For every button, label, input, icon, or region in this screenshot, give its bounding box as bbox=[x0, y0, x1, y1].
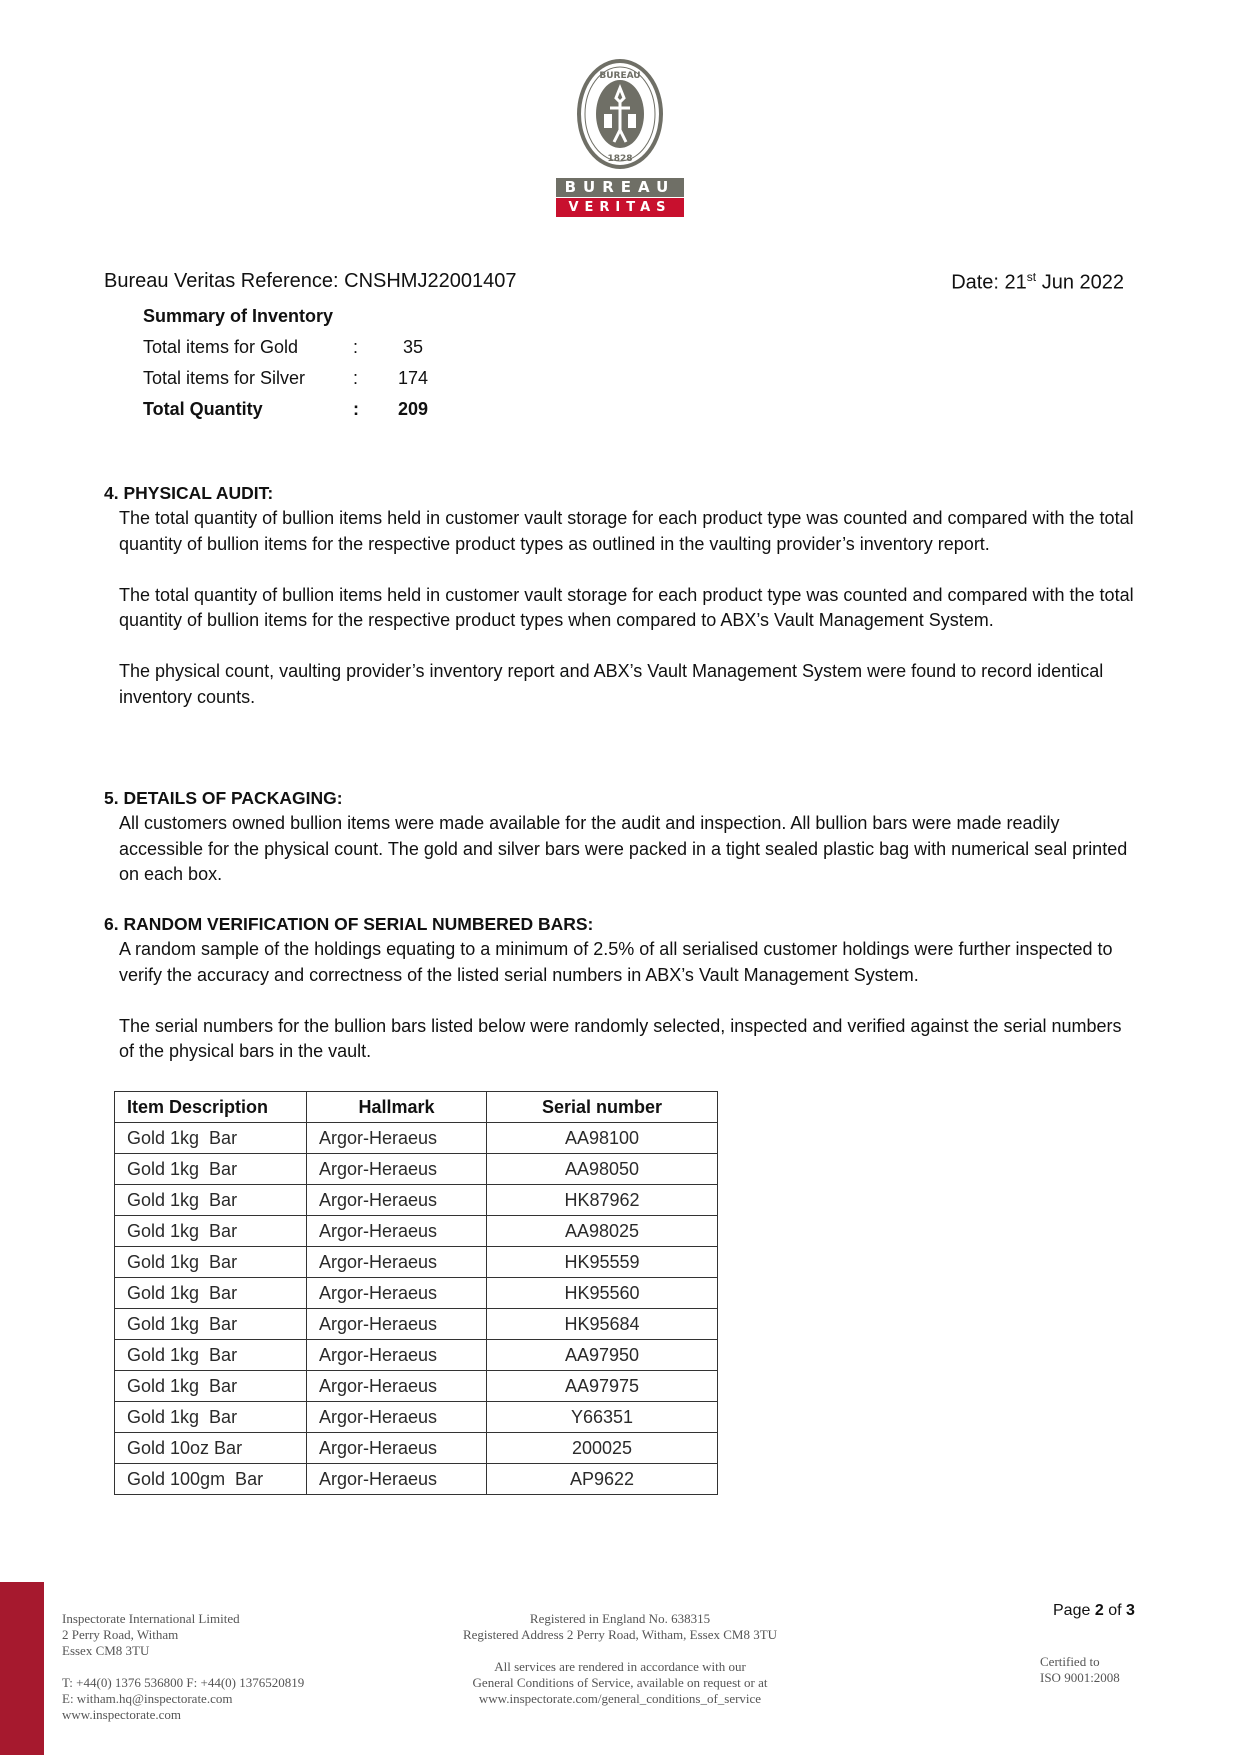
cell-hallmark: Argor-Heraeus bbox=[307, 1154, 487, 1185]
cell-serial-number: AA98050 bbox=[487, 1154, 718, 1185]
date-ordinal: st bbox=[1026, 270, 1037, 284]
section-packaging bbox=[104, 786, 1134, 913]
cell-item-description: Gold 10oz Bar bbox=[115, 1433, 307, 1464]
company-email: E: witham.hq@inspectorate.com bbox=[62, 1691, 233, 1706]
cell-hallmark: Argor-Heraeus bbox=[307, 1340, 487, 1371]
table-row bbox=[115, 1433, 718, 1464]
section-physical-audit bbox=[104, 481, 1134, 736]
cell-hallmark: Argor-Heraeus bbox=[307, 1185, 487, 1216]
cell-item-description: Gold 1kg Bar bbox=[115, 1371, 307, 1402]
section-paragraph: A random sample of the holdings equating to a minimum of 2.5% of all serialised customer holdings were further inspected to verify the accuracy and correctness of the listed serial numbers in ABX’s Vault Management System. bbox=[119, 939, 1113, 985]
footer-certification bbox=[1040, 1654, 1200, 1686]
section-paragraph: All customers owned bullion items were made available for the audit and inspection. All bullion bars were made readily accessible for the physical count. The gold and silver bars were packed in a tight sealed plastic bag with numerical seal printed on each box. bbox=[119, 813, 1128, 884]
summary-label: Total Quantity bbox=[143, 399, 263, 419]
table-row bbox=[115, 1185, 718, 1216]
table-header-row bbox=[115, 1092, 718, 1123]
section-heading: 4. PHYSICAL AUDIT: bbox=[104, 483, 274, 503]
cell-hallmark: Argor-Heraeus bbox=[307, 1216, 487, 1247]
summary-row-total bbox=[143, 394, 473, 425]
cell-serial-number: HK87962 bbox=[487, 1185, 718, 1216]
table-row bbox=[115, 1464, 718, 1495]
cell-item-description: Gold 1kg Bar bbox=[115, 1340, 307, 1371]
reference-number: Bureau Veritas Reference: CNSHMJ22001407 bbox=[104, 270, 517, 292]
svg-text:1828: 1828 bbox=[607, 154, 633, 164]
bureau-veritas-logo bbox=[556, 58, 684, 220]
cell-serial-number: HK95684 bbox=[487, 1309, 718, 1340]
section-heading: 5. DETAILS OF PACKAGING: bbox=[104, 788, 343, 808]
summary-label: Total items for Silver bbox=[143, 368, 306, 388]
section-paragraph: The physical count, vaulting provider’s inventory report and ABX’s Vault Management System were found to record identical inventory counts. bbox=[119, 661, 1104, 707]
section-random-verification bbox=[104, 912, 1134, 1090]
date-month-year: Jun 2022 bbox=[1036, 271, 1124, 294]
page-of: of bbox=[1108, 1602, 1122, 1619]
summary-row-gold bbox=[143, 332, 473, 363]
cell-serial-number: 200025 bbox=[487, 1433, 718, 1464]
cell-hallmark: Argor-Heraeus bbox=[307, 1402, 487, 1433]
header-serial-number: Serial number bbox=[487, 1092, 718, 1123]
page-total: 3 bbox=[1125, 1602, 1135, 1619]
table-row bbox=[115, 1402, 718, 1433]
bureau-veritas-seal-icon bbox=[576, 58, 664, 170]
cell-item-description: Gold 1kg Bar bbox=[115, 1123, 307, 1154]
table-row bbox=[115, 1278, 718, 1309]
summary-value: 209 bbox=[397, 399, 429, 419]
cell-hallmark: Argor-Heraeus bbox=[307, 1464, 487, 1495]
page-label: Page bbox=[1053, 1602, 1091, 1619]
section-paragraph: The serial numbers for the bullion bars listed below were randomly selected, inspected and verified against the serial numbers of the physical bars in the vault. bbox=[119, 1015, 1122, 1061]
page-current: 2 bbox=[1094, 1602, 1104, 1619]
header-hallmark: Hallmark bbox=[307, 1092, 487, 1123]
serial-number-table bbox=[114, 1091, 718, 1495]
cell-item-description: Gold 1kg Bar bbox=[115, 1185, 307, 1216]
services-link: www.inspectorate.com/general_conditions_of_service bbox=[478, 1691, 762, 1706]
table-row bbox=[115, 1154, 718, 1185]
cell-serial-number: AA98025 bbox=[487, 1216, 718, 1247]
company-address-line: 2 Perry Road, Witham bbox=[62, 1627, 179, 1642]
report-date bbox=[951, 270, 1124, 295]
summary-colon: : bbox=[353, 399, 359, 419]
logo-band-veritas: VERITAS bbox=[556, 198, 684, 217]
cell-serial-number: HK95560 bbox=[487, 1278, 718, 1309]
summary-row-silver bbox=[143, 363, 473, 394]
page-number bbox=[1053, 1602, 1135, 1620]
summary-value: 174 bbox=[397, 368, 429, 388]
cell-item-description: Gold 1kg Bar bbox=[115, 1309, 307, 1340]
cell-serial-number: AA97975 bbox=[487, 1371, 718, 1402]
registration-number: Registered in England No. 638315 bbox=[529, 1611, 711, 1626]
table-row bbox=[115, 1340, 718, 1371]
footer-accent-bar bbox=[0, 1582, 44, 1755]
cell-item-description: Gold 100gm Bar bbox=[115, 1464, 307, 1495]
cell-item-description: Gold 1kg Bar bbox=[115, 1216, 307, 1247]
summary-label: Total items for Gold bbox=[143, 337, 299, 357]
cell-item-description: Gold 1kg Bar bbox=[115, 1247, 307, 1278]
footer-registration bbox=[420, 1611, 820, 1707]
summary-title: Summary of Inventory bbox=[143, 306, 334, 326]
cell-hallmark: Argor-Heraeus bbox=[307, 1123, 487, 1154]
summary-value: 35 bbox=[402, 337, 424, 357]
cell-serial-number: Y66351 bbox=[487, 1402, 718, 1433]
table-row bbox=[115, 1123, 718, 1154]
cell-serial-number: AP9622 bbox=[487, 1464, 718, 1495]
cell-item-description: Gold 1kg Bar bbox=[115, 1154, 307, 1185]
company-website: www.inspectorate.com bbox=[62, 1707, 182, 1722]
cell-serial-number: AA98100 bbox=[487, 1123, 718, 1154]
table-row bbox=[115, 1216, 718, 1247]
certified-label: Certified to bbox=[1040, 1654, 1100, 1669]
table-row bbox=[115, 1247, 718, 1278]
cell-hallmark: Argor-Heraeus bbox=[307, 1309, 487, 1340]
services-text: All services are rendered in accordance with our bbox=[494, 1659, 746, 1674]
logo-band-bureau: BUREAU bbox=[556, 178, 684, 197]
inventory-summary bbox=[143, 302, 473, 425]
company-address-line: Essex CM8 3TU bbox=[62, 1643, 150, 1658]
certified-standard: ISO 9001:2008 bbox=[1040, 1670, 1120, 1685]
section-heading: 6. RANDOM VERIFICATION OF SERIAL NUMBERED BARS: bbox=[104, 914, 594, 934]
registered-address: Registered Address 2 Perry Road, Witham, Essex CM8 3TU bbox=[462, 1627, 778, 1642]
table-row bbox=[115, 1371, 718, 1402]
table-row bbox=[115, 1309, 718, 1340]
cell-hallmark: Argor-Heraeus bbox=[307, 1433, 487, 1464]
cell-hallmark: Argor-Heraeus bbox=[307, 1247, 487, 1278]
date-day: Date: 21 bbox=[951, 271, 1027, 294]
company-phone: T: +44(0) 1376 536800 F: +44(0) 1376520819 bbox=[62, 1675, 305, 1690]
cell-hallmark: Argor-Heraeus bbox=[307, 1371, 487, 1402]
section-paragraph: The total quantity of bullion items held in customer vault storage for each product type was counted and compared with the total quantity of bullion items for the respective product types when compared to ABX’s Vault Management System. bbox=[119, 584, 1134, 630]
section-paragraph: The total quantity of bullion items held in customer vault storage for each product type was counted and compared with the total quantity of bullion items for the respective product types as outlined in the vaulting provider’s inventory report. bbox=[119, 508, 1134, 554]
cell-item-description: Gold 1kg Bar bbox=[115, 1402, 307, 1433]
cell-serial-number: AA97950 bbox=[487, 1340, 718, 1371]
svg-text:BUREAU: BUREAU bbox=[599, 71, 641, 81]
services-text: General Conditions of Service, available on request or at bbox=[472, 1675, 768, 1690]
cell-serial-number: HK95559 bbox=[487, 1247, 718, 1278]
company-name: Inspectorate International Limited bbox=[62, 1611, 240, 1626]
summary-colon: : bbox=[353, 337, 359, 357]
footer-company-info bbox=[62, 1611, 392, 1723]
cell-item-description: Gold 1kg Bar bbox=[115, 1278, 307, 1309]
summary-colon: : bbox=[353, 368, 359, 388]
header-item-description: Item Description bbox=[115, 1092, 307, 1123]
cell-hallmark: Argor-Heraeus bbox=[307, 1278, 487, 1309]
table-body bbox=[115, 1123, 718, 1495]
